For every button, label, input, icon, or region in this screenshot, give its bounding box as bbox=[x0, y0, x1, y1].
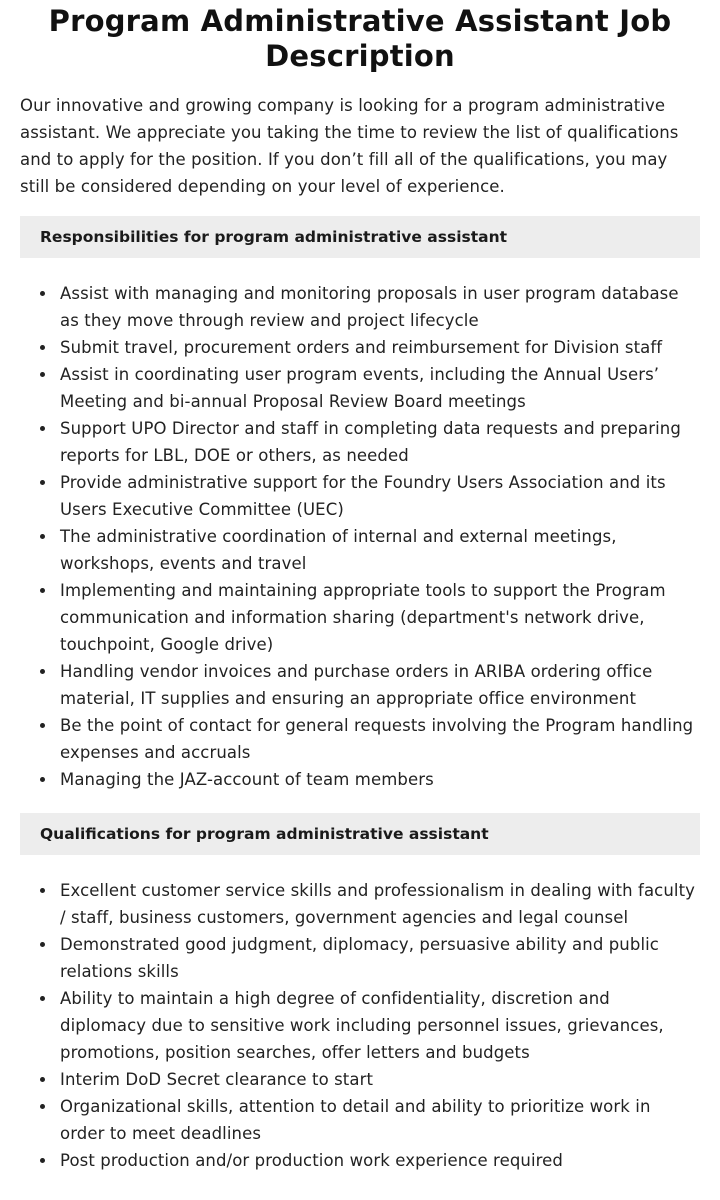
intro-paragraph: Our innovative and growing company is looking for a program administrative assistant. We appreciate you taking the time to review the list of qualifications and to apply for the position. If you don’t fill all of the qualifications, you may still be considered depending on your level of experience. bbox=[20, 96, 679, 196]
qualifications-list bbox=[20, 877, 700, 1174]
list-item-text: Post production and/or production work experience required bbox=[60, 1151, 563, 1170]
list-item bbox=[60, 469, 700, 523]
bullet-icon bbox=[40, 669, 45, 674]
list-item bbox=[60, 1093, 700, 1147]
list-item-text: Excellent customer service skills and professionalism in dealing with faculty / staff, business customers, government agencies and legal counsel bbox=[60, 881, 695, 927]
page-title: Program Administrative Assistant Job Description bbox=[48, 4, 672, 73]
list-item-text: Ability to maintain a high degree of confidentiality, discretion and diplomacy due to sensitive work including personnel issues, grievances, promotions, position searches, offer letters and budgets bbox=[60, 989, 664, 1062]
list-item-text: Organizational skills, attention to detail and ability to prioritize work in order to meet deadlines bbox=[60, 1097, 651, 1143]
list-item bbox=[60, 577, 700, 658]
list-item bbox=[60, 280, 700, 334]
bullet-icon bbox=[40, 291, 45, 296]
bullet-icon bbox=[40, 723, 45, 728]
bullet-icon bbox=[40, 588, 45, 593]
list-item bbox=[60, 985, 700, 1066]
list-item-text: Handling vendor invoices and purchase orders in ARIBA ordering office material, IT supplies and ensuring an appropriate office environment bbox=[60, 662, 653, 708]
list-item bbox=[60, 931, 700, 985]
bullet-icon bbox=[40, 372, 45, 377]
bullet-icon bbox=[40, 534, 45, 539]
qualifications-heading bbox=[20, 813, 700, 855]
list-item-text: Support UPO Director and staff in completing data requests and preparing reports for LBL, DOE or others, as needed bbox=[60, 419, 681, 465]
qualifications-heading-label: Qualifications for program administrative assistant bbox=[40, 825, 489, 843]
bullet-icon bbox=[40, 1158, 45, 1163]
list-item bbox=[60, 361, 700, 415]
list-item-text: Implementing and maintaining appropriate tools to support the Program communication and information sharing (department's network drive, touchpoint, Google drive) bbox=[60, 581, 666, 654]
list-item bbox=[60, 415, 700, 469]
bullet-icon bbox=[40, 1104, 45, 1109]
responsibilities-heading bbox=[20, 216, 700, 258]
list-item bbox=[60, 712, 700, 766]
bullet-icon bbox=[40, 888, 45, 893]
bullet-icon bbox=[40, 345, 45, 350]
list-item-text: Submit travel, procurement orders and reimbursement for Division staff bbox=[60, 338, 663, 357]
bullet-icon bbox=[40, 426, 45, 431]
list-item-text: Demonstrated good judgment, diplomacy, persuasive ability and public relations skills bbox=[60, 935, 659, 981]
list-item bbox=[60, 523, 700, 577]
list-item-text: Be the point of contact for general requests involving the Program handling expenses and accruals bbox=[60, 716, 694, 762]
bullet-icon bbox=[40, 1077, 45, 1082]
list-item bbox=[60, 1066, 700, 1093]
list-item-text: Assist with managing and monitoring proposals in user program database as they move through review and project lifecycle bbox=[60, 284, 679, 330]
bullet-icon bbox=[40, 996, 45, 1001]
list-item-text: Managing the JAZ-account of team members bbox=[60, 770, 434, 789]
list-item-text: Provide administrative support for the Foundry Users Association and its Users Executive Committee (UEC) bbox=[60, 473, 666, 519]
responsibilities-list bbox=[20, 280, 700, 793]
list-item bbox=[60, 766, 700, 793]
list-item-text: Interim DoD Secret clearance to start bbox=[60, 1070, 374, 1089]
responsibilities-heading-label: Responsibilities for program administrative assistant bbox=[40, 228, 508, 246]
bullet-icon bbox=[40, 480, 45, 485]
list-item bbox=[60, 1147, 700, 1174]
section-divider bbox=[20, 793, 700, 797]
list-item bbox=[60, 334, 700, 361]
list-item bbox=[60, 877, 700, 931]
list-item-text: The administrative coordination of internal and external meetings, workshops, events and travel bbox=[60, 527, 617, 573]
bullet-icon bbox=[40, 942, 45, 947]
list-item-text: Assist in coordinating user program events, including the Annual Users’ Meeting and bi-annual Proposal Review Board meetings bbox=[60, 365, 660, 411]
bullet-icon bbox=[40, 777, 45, 782]
list-item bbox=[60, 658, 700, 712]
